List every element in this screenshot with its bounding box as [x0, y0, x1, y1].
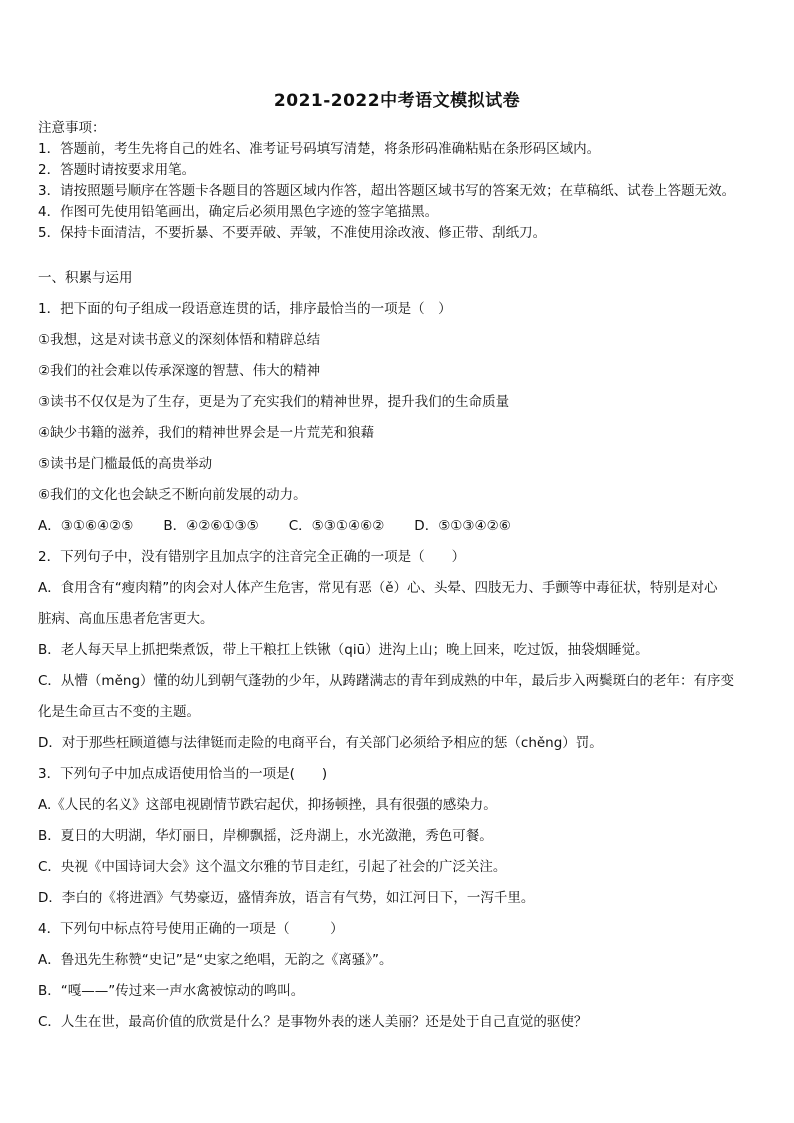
notice-block [38, 118, 768, 244]
q1-sentence: ④缺少书籍的滋养，我们的精神世界会是一片荒芜和狼藉 [38, 425, 375, 441]
notice-item: 5．保持卡面清洁，不要折暴、不要弄破、弄皱，不准使用涂改液、修正带、刮纸刀。 [38, 225, 547, 241]
q3-line: A.《人民的名义》这部电视剧情节跌宕起伏，抑扬顿挫，具有很强的感染力。 [38, 797, 497, 813]
question-3-stem: 3．下列句子中加点成语使用恰当的一项是( ) [38, 766, 328, 782]
notice-heading: 注意事项： [38, 120, 106, 136]
q1-sentence: ②我们的社会难以传承深邃的智慧、伟大的精神 [38, 363, 321, 379]
q3-line: C．央视《中国诗词大会》这个温文尔雅的节目走红，引起了社会的广泛关注。 [38, 859, 507, 875]
q1-option-a: A．③①⑥④②⑤ [38, 518, 134, 534]
q1-sentence: ③读书不仅仅是为了生存，更是为了充实我们的精神世界，提升我们的生命质量 [38, 394, 510, 410]
page-title: 2021-2022中考语文模拟试卷 [273, 91, 521, 111]
q2-line: B．老人每天早上抓把柴煮饭，带上干粮扛上铁锹（qiū）进沟上山；晚上回来，吃过饭，抽袋烟睡觉。 [38, 642, 649, 658]
q1-sentence: ①我想，这是对读书意义的深刻体悟和精辟总结 [38, 332, 321, 348]
q4-line: B．“嘎——”传过来一声水禽被惊动的鸣叫。 [38, 983, 305, 999]
q2-line: 化是生命亘古不变的主题。 [38, 704, 200, 720]
q1-option-d: D．⑤①③④②⑥ [414, 518, 511, 534]
q2-line: D．对于那些枉顾道德与法律铤而走险的电商平台，有关部门必须给予相应的惩（chěng）罚。 [38, 735, 603, 751]
notice-item: 1．答题前，考生先将自己的姓名、准考证号码填写清楚，将条形码准确粘贴在条形码区域内。 [38, 141, 601, 157]
notice-item: 2．答题时请按要求用笔。 [38, 162, 196, 178]
q1-sentence: ⑤读书是门槛最低的高贵举动 [38, 456, 213, 472]
q3-line: B．夏日的大明湖，华灯丽日，岸柳飘摇，泛舟湖上，水光潋滟，秀色可餐。 [38, 828, 493, 844]
notice-item: 4．作图可先使用铅笔画出，确定后必须用黑色字迹的签字笔描黑。 [38, 204, 439, 220]
question-4-stem: 4．下列句中标点符号使用正确的一项是（ ） [38, 921, 344, 937]
q3-line: D．李白的《将进酒》气势豪迈，盛情奔放，语言有气势，如江河日下，一泻千里。 [38, 890, 535, 906]
q4-line: A．鲁迅先生称赞“史记”是“史家之绝唱，无韵之《离骚》”。 [38, 952, 393, 968]
q2-line: A．食用含有“瘦肉精”的肉会对人体产生危害，常见有恶（ě）心、头晕、四肢无力、手颤等中毒征状，特别是对心 [38, 580, 718, 596]
section-heading: 一、积累与运用 [38, 270, 133, 286]
q1-options [38, 511, 768, 542]
q4-line: C．人生在世，最高价值的欣赏是什么？是事物外表的迷人美丽？还是处于自己直觉的驱使？ [38, 1014, 588, 1030]
q2-line: 脏病、高血压患者危害更大。 [38, 611, 214, 627]
notice-item: 3．请按照题号顺序在答题卡各题目的答题区域内作答，超出答题区域书写的答案无效；在草稿纸、试卷上答题无效。 [38, 183, 736, 199]
question-2-stem: 2．下列句子中，没有错别字且加点字的注音完全正确的一项是（ ） [38, 549, 466, 565]
q1-sentence: ⑥我们的文化也会缺乏不断向前发展的动力。 [38, 487, 307, 503]
q2-line: C．从懵（měng）懂的幼儿到朝气蓬勃的少年，从踌躇满志的青年到成熟的中年，最后步入两鬓斑白的老年：有序变 [38, 673, 735, 689]
questions-block [38, 263, 768, 1038]
question-1-stem: 1．把下面的句子组成一段语意连贯的话，排序最恰当的一项是（ ） [38, 301, 452, 317]
q1-option-b: B．④②⑥①③⑤ [163, 518, 259, 534]
q1-option-c: C．⑤③①④⑥② [288, 518, 385, 534]
